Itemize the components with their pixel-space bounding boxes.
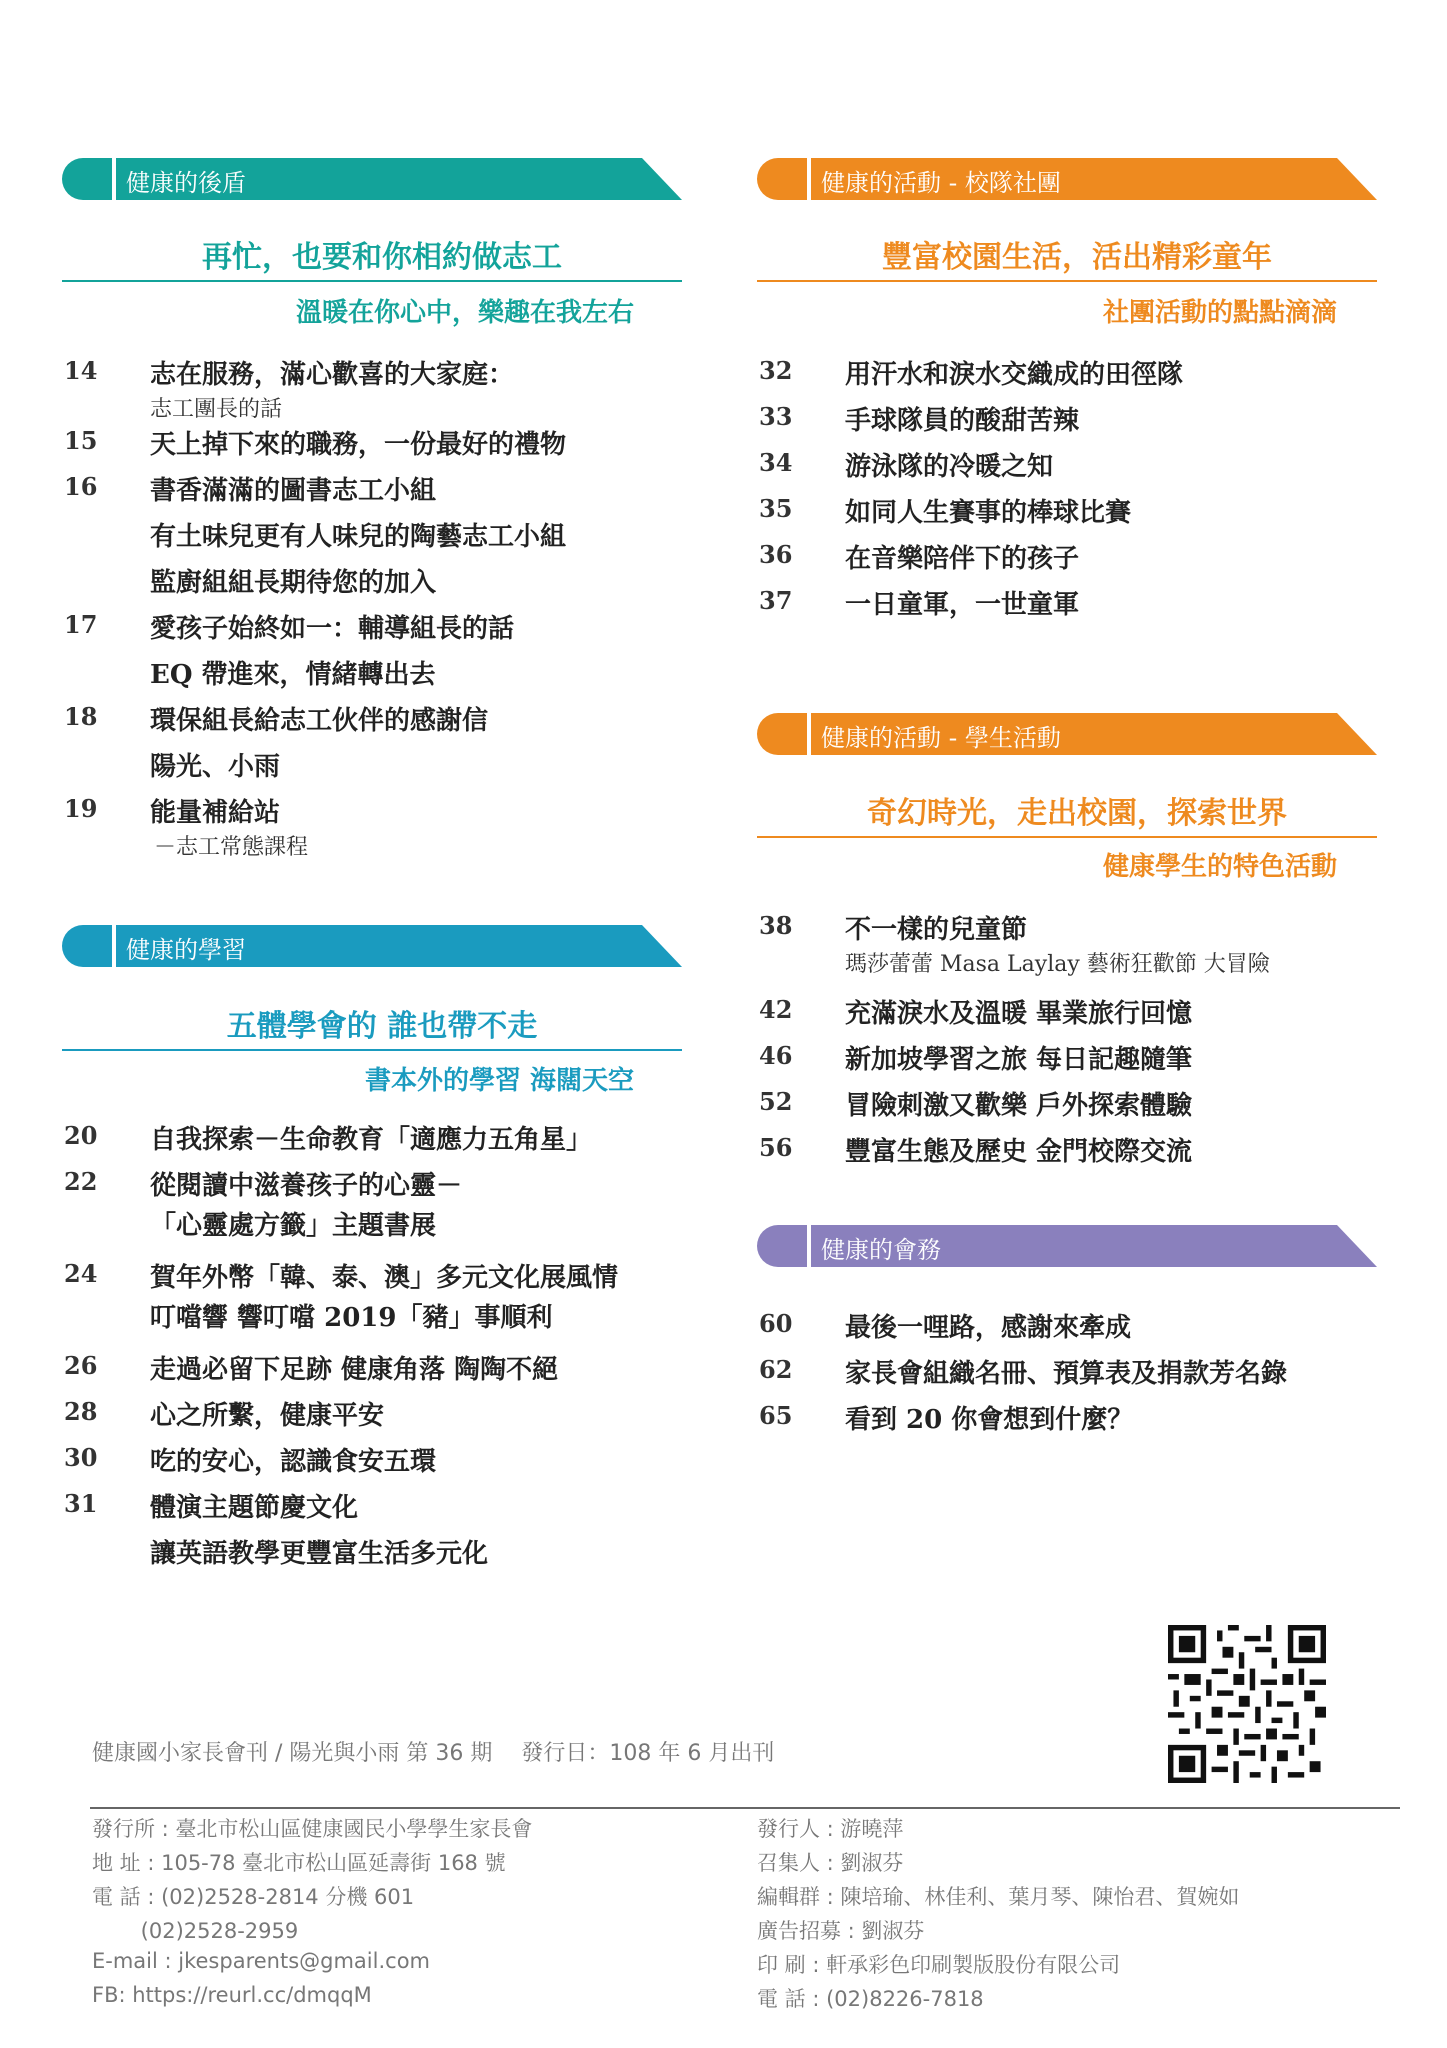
section-header-student-activities (757, 713, 1377, 755)
toc-row[interactable] (757, 442, 1397, 488)
section-bar-divider (807, 158, 811, 200)
toc-title: 叮噹響 響叮噹 2019「豬」事順利 (150, 1303, 553, 1333)
toc-row[interactable] (62, 1115, 702, 1161)
editors-line: 編輯群 : 陳培瑜、林佳利、葉月琴、陳怡君、賀婉如 (757, 1885, 1240, 1909)
toc-row[interactable] (62, 1483, 702, 1529)
toc-title: 用汗水和淚水交織成的田徑隊 (845, 360, 1184, 390)
toc-row[interactable] (62, 558, 702, 604)
toc-row[interactable] (757, 534, 1397, 580)
email-line[interactable]: E-mail : jkesparents@gmail.com (92, 1949, 430, 1973)
section-header-affairs (757, 1225, 1377, 1267)
toc-row[interactable] (62, 788, 702, 858)
page-number: 26 (64, 1351, 98, 1380)
issue-info: 健康國小家長會刊 / 陽光與小雨 第 36 期 發行日：108 年 6 月出刊 (92, 1741, 775, 1766)
toc-title: 有土味兒更有人味兒的陶藝志工小組 (150, 522, 567, 552)
section-header-teams (757, 158, 1377, 200)
page-number: 37 (759, 586, 793, 615)
page-number: 17 (64, 610, 98, 639)
phone-line-2: (02)2528-2959 (92, 1919, 299, 1943)
printer-phone-line: 電 話 : (02)8226-7818 (757, 1987, 984, 2011)
toc-row[interactable] (62, 1391, 702, 1437)
toc-title: 從閱讀中滋養孩子的心靈－ (150, 1171, 463, 1201)
page-number: 18 (64, 702, 98, 731)
feature-subtitle: 書本外的學習 海闊天空 (364, 1066, 634, 1096)
toc-title: 吃的安心，認識食安五環 (150, 1447, 437, 1477)
page-number: 35 (759, 494, 793, 523)
section-label: 健康的後盾 (126, 169, 246, 197)
section-header-support (62, 158, 682, 200)
toc-row[interactable] (62, 1293, 702, 1345)
toc-row[interactable] (62, 1529, 702, 1575)
toc-title: 家長會組織名冊、預算表及捐款芳名錄 (845, 1359, 1288, 1389)
page-number: 22 (64, 1167, 98, 1196)
toc-row[interactable] (757, 1081, 1397, 1127)
toc-row[interactable] (757, 1395, 1397, 1441)
toc-title: 充滿淚水及溫暖 畢業旅行回憶 (845, 999, 1193, 1029)
toc-row[interactable] (62, 1437, 702, 1483)
toc-row[interactable] (62, 604, 702, 650)
toc-title: 能量補給站 (150, 798, 281, 828)
address-line: 地 址 : 105-78 臺北市松山區延壽街 168 號 (92, 1851, 506, 1875)
page-number: 30 (64, 1443, 98, 1472)
section-label: 健康的活動 - 校隊社團 (821, 169, 1061, 197)
issuer-line: 發行人 : 游曉萍 (757, 1817, 904, 1841)
page-number: 16 (64, 472, 98, 501)
phone-line: 電 話 : (02)2528-2814 分機 601 (92, 1885, 415, 1909)
toc-title: 監廚組組長期待您的加入 (150, 568, 437, 598)
toc-title: 看到 20 你會想到什麼？ (845, 1405, 1134, 1435)
feature-title-block (757, 236, 1377, 282)
feature-title: 奇幻時光，走出校園，探索世界 (867, 796, 1287, 831)
toc-row[interactable] (757, 1127, 1397, 1173)
page-number: 34 (759, 448, 793, 477)
toc-row[interactable] (757, 488, 1397, 534)
toc-row[interactable] (62, 1201, 702, 1253)
section-bar-divider (807, 713, 811, 755)
page-number: 31 (64, 1489, 98, 1518)
feature-title: 五體學會的 誰也帶不走 (226, 1009, 538, 1044)
toc-title: 在音樂陪伴下的孩子 (845, 544, 1080, 574)
toc-title: 一日童軍，一世童軍 (845, 590, 1080, 620)
toc-title: 豐富生態及歷史 金門校際交流 (845, 1137, 1193, 1167)
toc-title: 游泳隊的冷暖之知 (845, 452, 1054, 482)
page-number: 60 (759, 1309, 793, 1338)
feature-title: 豐富校園生活，活出精彩童年 (882, 240, 1272, 275)
feature-title-block (62, 1005, 682, 1051)
page-number: 24 (64, 1259, 98, 1288)
page-number: 33 (759, 402, 793, 431)
section-label: 健康的學習 (126, 936, 246, 964)
toc-title: 讓英語教學更豐富生活多元化 (150, 1539, 489, 1569)
toc-title: 志在服務，滿心歡喜的大家庭： (150, 360, 515, 390)
toc-row[interactable] (757, 989, 1397, 1035)
toc-title: 「心靈處方籤」主題書展 (150, 1211, 437, 1241)
printer-line: 印 刷 : 軒承彩色印刷製版股份有限公司 (757, 1953, 1121, 1977)
toc-row[interactable] (62, 420, 702, 466)
toc-title: 如同人生賽事的棒球比賽 (845, 498, 1132, 528)
page-number: 36 (759, 540, 793, 569)
toc-row[interactable] (757, 1349, 1397, 1395)
toc-row[interactable] (62, 742, 702, 788)
page-number: 46 (759, 1041, 793, 1070)
toc-title: 陽光、小雨 (150, 752, 281, 782)
toc-title: 冒險刺激又歡樂 戶外探索體驗 (845, 1091, 1193, 1121)
toc-row[interactable] (757, 350, 1397, 396)
toc-title: 天上掉下來的職務，一份最好的禮物 (150, 430, 567, 460)
toc-subtitle: －志工常態課程 (154, 835, 309, 860)
toc-title: 不一樣的兒童節 (845, 915, 1028, 945)
toc-title: 自我探索－生命教育「適應力五角星」 (150, 1125, 593, 1155)
toc-title: 書香滿滿的圖書志工小組 (150, 476, 437, 506)
feature-subtitle: 健康學生的特色活動 (1102, 852, 1337, 882)
section-label: 健康的會務 (821, 1236, 941, 1264)
toc-row[interactable] (62, 512, 702, 558)
feature-subtitle: 社團活動的點點滴滴 (1102, 298, 1337, 328)
toc-title: 最後一哩路，感謝來牽成 (845, 1313, 1132, 1343)
page-number: 65 (759, 1401, 793, 1430)
feature-title-block (757, 792, 1377, 838)
toc-title: EQ 帶進來，情緒轉出去 (150, 660, 436, 690)
toc-row[interactable] (757, 580, 1397, 626)
toc-row[interactable] (62, 350, 702, 420)
facebook-line[interactable]: FB: https://reurl.cc/dmqqM (92, 1983, 372, 2007)
toc-list-teams (757, 350, 1397, 626)
page-number: 38 (759, 911, 793, 940)
toc-title: 心之所繫，健康平安 (150, 1401, 385, 1431)
page-number: 56 (759, 1133, 793, 1162)
toc-subtitle: 志工團長的話 (150, 397, 283, 422)
footer-divider (90, 1807, 1400, 1809)
page-number: 19 (64, 794, 98, 823)
toc-row[interactable] (62, 1253, 702, 1293)
toc-row[interactable] (757, 1035, 1397, 1081)
toc-title: 賀年外幣「韓、泰、澳」多元文化展風情 (150, 1263, 619, 1293)
toc-row[interactable] (757, 1303, 1397, 1349)
toc-list-support (62, 350, 702, 858)
page-number: 20 (64, 1121, 98, 1150)
page-number: 42 (759, 995, 793, 1024)
toc-row[interactable] (62, 696, 702, 742)
page-number: 32 (759, 356, 793, 385)
toc-row[interactable] (62, 1345, 702, 1391)
section-bar-divider (112, 925, 116, 967)
toc-title: 體演主題節慶文化 (150, 1493, 359, 1523)
section-header-learning (62, 925, 682, 967)
section-label: 健康的活動 - 學生活動 (821, 724, 1061, 752)
toc-title: 走過必留下足跡 健康角落 陶陶不絕 (150, 1355, 559, 1385)
toc-title: 手球隊員的酸甜苦辣 (845, 406, 1080, 436)
page-number: 14 (64, 356, 98, 385)
toc-title: 新加坡學習之旅 每日記趣隨筆 (845, 1045, 1193, 1075)
section-bar-divider (112, 158, 116, 200)
toc-list-learning (62, 1115, 702, 1575)
toc-list-affairs (757, 1303, 1397, 1441)
section-bar-divider (807, 1225, 811, 1267)
toc-subtitle: 瑪莎蕾蕾 Masa Laylay 藝術狂歡節 大冒險 (845, 952, 1270, 977)
page-number: 62 (759, 1355, 793, 1384)
toc-row[interactable] (757, 905, 1397, 989)
qr-code-icon[interactable] (1168, 1625, 1326, 1783)
feature-title-block (62, 236, 682, 282)
toc-row[interactable] (62, 650, 702, 696)
page-number: 28 (64, 1397, 98, 1426)
advertising-line: 廣告招募 : 劉淑芬 (757, 1919, 925, 1943)
toc-row[interactable] (757, 396, 1397, 442)
toc-list-student-activities (757, 905, 1397, 1173)
toc-row[interactable] (62, 1161, 702, 1201)
publisher-line: 發行所 : 臺北市松山區健康國民小學學生家長會 (92, 1817, 533, 1841)
convener-line: 召集人 : 劉淑芬 (757, 1851, 904, 1875)
feature-subtitle: 溫暖在你心中，樂趣在我左右 (295, 298, 634, 328)
page-number: 52 (759, 1087, 793, 1116)
toc-title: 環保組長給志工伙伴的感謝信 (150, 706, 489, 736)
toc-row[interactable] (62, 466, 702, 512)
feature-title: 再忙，也要和你相約做志工 (202, 240, 562, 275)
toc-title: 愛孩子始終如一：輔導組長的話 (150, 614, 515, 644)
page-number: 15 (64, 426, 98, 455)
